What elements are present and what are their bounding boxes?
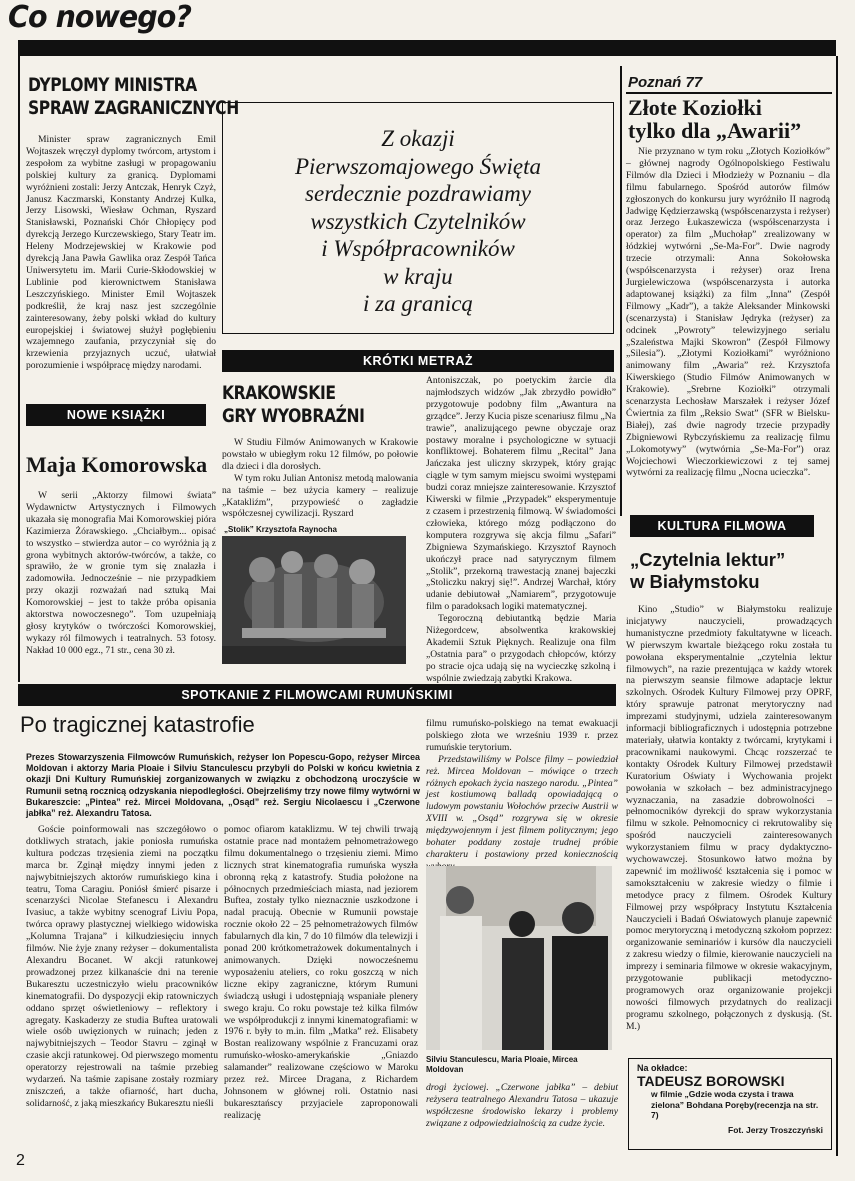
masthead: Co nowego? xyxy=(8,0,191,35)
kultura-body xyxy=(626,604,832,1033)
spotkanie-col-3-a: filmu rumuńsko-polskiego na temat ewakuacji polskiego złota we wrześniu 1939 r. przez rumuńskie terytorium. xyxy=(426,718,618,753)
poznan-body xyxy=(626,146,830,479)
krotki-metraz-heading xyxy=(222,382,422,428)
spotkanie-col-3a xyxy=(426,718,618,873)
cover-credit: Fot. Jerzy Troszczyński xyxy=(728,1124,823,1135)
poznan-text: Nie przyznano w tym roku „Złotych Koziołków” – głównej nagrody Ogólnopolskiego Festiwalu Filmów dla Dzieci i Młodzieży w Poznaniu – dla filmu fabularnego. Spośród autorów filmów zgłoszonych do konkursu jury wyróżniło II nagrodą Jadwigę Kędzierzawską (współscenarzysta i reżyser) oraz Jerzego Łukaszewicza (współscenarzysta i operator) za film „Muchołap” zrealizowany w łódzkiej wytwórni „Se-Ma-For”. Dwie nagrody trzecie otrzymali: Anna Sokołowska (współscenarzysta i reżyser) oraz Irena Jurgielewiczowa (współscenarzysta i autorka adaptowanej książki) za film „Inna” (Zespół Filmowy „Kadr”), a także Aleksander Minkowski (scenarzysta) i Stanisław Jędryka (reżyser) za odcinek „Powroty” telewizyjnego serialu „Szaleństwa Majki Skowron” (Zespół Filmowy „Silesia”). „Złotymi Koziołkami” wyróżniono animowany film „Awaria” reż. Krzysztofa Kiwerskiego (Studio Filmów Animowanych w Krakowie). „Srebrne Koziołki” otrzymali scenarzysta Lechosław Marszałek i reżyser Józef Ćwiertnia za film „Reksio Swat” (SFR w Bielsku-Białej), zaś dwie nagrody trzecie przypadły Zbigniewowi Rybczyńskiemu za realizację filmu „Lokomotywy” (wytwórnia „Se-Ma-For”) oraz Wojciechowi Wieczorkiewiczowi z tej samej wytwórni za realizację filmu „Nocna ucieczka”. xyxy=(626,146,830,479)
greeting-line-5: i Współpracowników xyxy=(321,236,515,261)
cover-label: Na okładce: xyxy=(637,1063,688,1073)
cover-name: TADEUSZ BOROWSKI xyxy=(637,1073,785,1089)
spotkanie-col-1 xyxy=(26,824,218,1110)
dyplomy-title-2: SPRAW ZAGRANICZNYCH xyxy=(28,97,239,119)
nowe-ksiazki-title: Maja Komorowska xyxy=(26,452,208,477)
poznan-title-2: tylko dla „Awarii” xyxy=(628,118,802,143)
spotkanie-title: Po tragicznej katastrofie xyxy=(20,712,255,737)
spotkanie-lead-text: Prezes Stowarzyszenia Filmowców Rumuńskich, reżyser Ion Popescu-Gopo, reżyser Mircea Moldovan i aktorzy Maria Ploaie i Silviu Stanculescu przybyli do Polski w końcu kwietnia z okazji Dni Kultury Rumuńskiej zorganizowanych w związku z obchodzoną uroczyście w Rumunii setną rocznicą odzyskania niepodległości. Obejrzeliśmy trzy nowe filmy wytwórni w Bukareszcie: „Pintea” reż. Mircei Moldovana, „Osąd” reż. Sergiu Nicolaescu i „Czerwone jabłka” reż. Alexandru Tatosa. xyxy=(26,752,420,819)
filmmakers-caption: Silviu Stanculescu, Maria Ploaie, Mircea Moldovan xyxy=(426,1055,578,1074)
greeting-box xyxy=(222,102,614,334)
greeting-line-1: Z okazji xyxy=(381,126,455,151)
cover-desc: w filmie „Gdzie woda czysta i trawa zielona” Bohdana Poręby(recenzja na str. 7) xyxy=(651,1089,819,1120)
stolik-photo xyxy=(222,536,406,664)
cover-note-box xyxy=(628,1058,832,1150)
dyplomy-article xyxy=(28,74,239,120)
krotki-metraz-text-c: Antoniszczak, po poetyckim żarcie dla najmłodszych widzów „Jak zbrzydło powidło” przygotowuje podobny film „Awantura na grządce”. Jerzy Kucia pisze scenariusz filmu „Na trawie”, analizującego pewne obyczaje oraz postawy moralne i psychologiczne w sytuacji konfliktowej. Bohaterem filmu „Recital” Jana Jańczaka jest uliczny skrzypek, który grając ciągle w tym samym miejscu swoimi występami budzi coraz mniejsze zainteresowanie. Krzysztof Kiwerski w filmie „Przypadek” eksperymentuje z czasem i przestrzenią filmową. W świadomości człowieka, którego mózg podłączono do komputera rozgrywa się akcja filmu „Safari” Zbigniewa Szymańskiego. Krzysztof Raynoch ukończył prace nad satyrycznym filmem „Stolik”, przekorną trawestacją znanej bajeczki „Stoliczku nakryj się!”. Andrzej Warchał, który udanie debiutował „Namiarem”, przygotowuje film o paradoksach logiki matematycznej. xyxy=(426,375,616,613)
page-number: 2 xyxy=(16,1152,25,1169)
poznan-kicker: Poznań 77 xyxy=(628,74,703,91)
spotkanie-col-2-text: pomoc ofiarom kataklizmu. W tej chwili trwają ostatnie prace nad montażem pełnometrażowego filmu dokumentalnego o trzęsieniu ziemi. Mimo licznych strat kinematografia rumuńska wyszła obronną ręką z katastrofy. Studia położone na północnych przedmieściach miasta, nad jeziorem Buftea, zostały tylko nieznacznie uszkodzone i nadal pracują. Obecnie w Rumunii powstaje rocznie około 22 – 25 pełnometrażowych filmów fabularnych dla kin, 7 do 10 filmów dla telewizji i ponad 200 krótkometrażowek dokumentalnych i animowanych. Dzięki nowocześnemu wyposażeniu ateliers, co roku goszczą w nich liczne ekipy zagraniczne, którym Rumuni świadczą usługi i udostępniają wspaniałe plenery swego kraju. Co roku powstaje też kilka filmów we współprodukcji z innymi kinematografiami: w 1976 r. były to m.in. film „Matka” reż. Elisabety Bostan realizowany wspólnie z Francuzami oraz rumuńsko-włosko-amerykańskie „Gniazdo salamander” realizowane częściowo w Maroku przez reż. Mircee Dragana, z Richardem Johnsonem w głównej roli. Ostatnio nasi bukaresztańscy przyjaciele zaproponowali realizację xyxy=(224,824,418,1121)
krotki-metraz-text-b: W tym roku Julian Antonisz metodą malowania na taśmie – bez użycia kamery – realizuje „Katakliźm”, przypowieść o zagładzie współczesnej cywilizacji. Ryszard xyxy=(222,472,418,520)
spotkanie-bar: SPOTKANIE Z FILMOWCAMI RUMUŃSKIMI xyxy=(18,684,616,706)
spotkanie-col-2 xyxy=(224,824,418,1122)
dyplomy-body xyxy=(26,134,216,372)
krotki-metraz-body-left xyxy=(222,437,418,520)
kultura-text: Kino „Studio” w Białymstoku realizuje inicjatywy nauczycieli, prowadzących humanistyczne przedmioty fakultatywne w liceach. W pierwszym kwartale bieżącego roku została tu powołana eksperymentalnie „czytelnia lektur filmowych”, na razie prezentująca w każdy wtorek na pierwszym seansie filmowe adaptacje lektur szkolnych. Ośrodek Kultury Filmowej przy OPRF, który sprawuje patronat merytoryczny nad imprezami studyjnymi, udziela zainteresowanym informacji bibliograficznych i udostępnia potrzebne materiały, ułatwia kontakty z twórcami, krytykami i pracownikami naukowymi. Chcąc rozszerzać te kontakty Ośrodek Kultury Filmowej przedstawił Kuratorium Oświaty i Wychowania projekt powołania w szkołach – bez administracyjnego wyznaczania, na zasadzie dobrowolności – pełnomocników dyrekcji do spraw wykorzystania filmu w szkole. Pełnomocnicy ci rekrutowaliby się spośród nauczycieli zainteresowanych wykorzystaniem filmu w pracy dydaktyczno-wychowawczej. Stosunkowo łatwo można by zapewnić im możliwość kształcenia się i pomoc w samokształceniu w zakresie wiedzy o filmie i metodyce pracy z filmem. Ośrodek Kultury Filmowej przy współpracy Instytutu Kształcenia Nauczycieli i Badań Oświatowych planuje zapewnić pomoc merytoryczną i metodyczną szkołom poprzez: organizowanie seminariów i kursów dla nauczycieli z zakresu wiedzy o filmie, kierowanie nauczycieli na imprezy i seminaria filmowe w okresie wakacyjnym, przygotowanie publikacji metodyczno-programowych oraz organizowanie projekcji nowości filmowych przydatnych do realizacji programu szkolnego, połączonych z dyskusją. (St. M.) xyxy=(626,604,832,1032)
poznan-title-1: Złote Koziołki xyxy=(628,95,762,120)
spotkanie-col-3-b: Przedstawiliśmy w Polsce filmy – powiedział reż. Mircea Moldovan – mówiące o trzech różnych epokach życia naszego narodu. „Pintea” jest kostiumową balladą opowiadającą o ludowym powstaniu Wołochów przeciw Austrii w XVIII w. „Osąd” rozgrywa się w okresie międzywojennym i jest filmem politycznym; jego bohater poddany zostaje trudnej próbie charakteru i postawiony przed koniecznością xyxy=(426,753,618,860)
krotki-metraz-title-1: KRAKOWSKIE xyxy=(222,382,336,404)
kultura-title xyxy=(630,549,785,593)
spotkanie-lead xyxy=(26,752,420,819)
kultura-title-1: „Czytelnia lektur” xyxy=(630,549,786,570)
greeting-line-6: w kraju xyxy=(383,263,453,289)
column-rule-left xyxy=(18,56,20,682)
column-rule-mid xyxy=(620,66,622,516)
greeting-line-4: wszystkich Czytelników xyxy=(310,208,526,234)
filmmakers-photo xyxy=(426,866,612,1050)
top-rule-bar xyxy=(18,40,836,56)
krotki-metraz-body-right xyxy=(426,375,616,685)
stolik-illustration xyxy=(222,536,406,664)
spotkanie-col-1-text: Goście poinformowali nas szczegółowo o dotkliwych stratach, jakie poniosła rumuńska kultura podczas trzęsienia ziemi na początku marca br. Zginął między innymi jeden z najwybitniejszych aktorów rumuńskiego kina i teatru, Toma Caragiu. Poniósł śmierć pisarze i scenarzyści Nicolae Stefanescu i Alexandru Ivasiuc, a także wybitny scenograf Liviu Popa, twórca oprawy plastycznej wielkiego widowiska „Kolumna Trajana” i kilkudziesięciu innych filmów. Nie żyje znany reżyser – dokumentalista Alexandru Bocanet. W akcji ratunkowej prowadzonej przez kilkanaście dni na terenie Bukaresztu uczestniczyło wielu pracowników kinematografii. Do dyspozycji ekip ratowniczych oddano sprzęt oświetleniowy – reflektory i agregaty. Kaskaderzy ze studia Buftea uratowali wiele osób uwięzionych w ruinach; jeden z najwybitniejszych – Teodor Stavru – zginął w czasie akcji ratunkowej. Od pierwszego momentu operatorzy rejestrowali na taśmie przebieg wydarzeń. Na taśmie zapisane zostały rozmiary zniszczeń, a także ofiarność, hart ducha, solidarność, z jaką mieszkańcy Bukaresztu nieśli xyxy=(26,824,218,1109)
nowe-ksiazki-text: W serii „Aktorzy filmowi świata” Wydawnictw Artystycznych i Filmowych ukazała się monografia Mai Komorowskiej pióra Kazimierza Żórawskiego. „Chciałbym... opisać to wszystko – stwierdza autor – co wyróżnia ją z grona wybitnych aktorów-twórców, a także, co sprawiło, że w gronie tym się znalazła i zadomowiła. Jednocześnie – nie przypadkiem przy okazji rozważań nad sztuką Mai Komorowskiej – jest to także próba opisania aktorstwa nowoczesnego”. Tom uzupełniają głosy krytyków o twórczości Komorowskiej, wykazy ról filmowych i teatralnych. 53 fotosy. Nakład 10 000 egz., 71 str., cena 30 zł. xyxy=(26,490,216,656)
poznan-title xyxy=(628,96,801,142)
greeting-line-7: i za granicą xyxy=(363,291,473,316)
kultura-title-2: w Białymstoku xyxy=(630,571,760,592)
kultura-filmowa-bar: KULTURA FILMOWA xyxy=(630,515,814,537)
dyplomy-title-1: DYPLOMY MINISTRA xyxy=(28,74,197,96)
krotki-metraz-title-2: GRY WYOBRAŹNI xyxy=(222,405,365,427)
stolik-caption: „Stolik” Krzysztofa Raynocha xyxy=(224,525,337,534)
krotki-metraz-text-a: W Studiu Filmów Animowanych w Krakowie powstało w ubiegłym roku 12 filmów, po połowie dla dzieci i dla dorosłych. xyxy=(222,437,418,472)
greeting-line-3: serdecznie pozdrawiamy xyxy=(305,181,531,206)
poznan-kicker-rule xyxy=(626,92,832,94)
nowe-ksiazki-bar: NOWE KSIĄŻKI xyxy=(26,404,206,426)
spotkanie-col-3-c: drogi życiowej. „Czerwone jabłka” – debiut reżysera teatralnego Alexandru Tatosa – ukazuje współczesne środowisko lekarzy i problemy związane z odpowiedzialnością za cudze życie. xyxy=(426,1082,618,1129)
nowe-ksiazki-body xyxy=(26,490,216,657)
krotki-metraz-bar: KRÓTKI METRAŻ xyxy=(222,350,614,372)
krotki-metraz-text-d: Tegoroczną debiutantką będzie Maria Niżegordcew, absolwentka krakowskiej Akademii Sztuk Pięknych. Realizuje ona film „Ostatnia para” o przygodach chłopców, którzy po stracie ojca udają się na wycieczkę szkolną i wspólnie zwiedzają zabytki Krakowa. xyxy=(426,613,616,684)
greeting-line-2: Pierwszomajowego Święta xyxy=(295,153,541,179)
spotkanie-col-3c xyxy=(426,1082,618,1130)
column-rule-right xyxy=(836,56,838,1156)
filmmakers-illustration xyxy=(426,866,612,1050)
dyplomy-text: Minister spraw zagranicznych Emil Wojtaszek wręczył dyplomy twórcom, artystom i zespołom za wybitne zasługi w propagowaniu polskiej kultury za granicą. Dyplomami wyróżnieni zostali: Jerzy Antczak, Henryk Czyż, Janusz Kaczmarski, Konstanty Andrzej Kulka, Jerzy Lisowski, Wiesław Ochman, Ryszard Stanisławski, Poznański Chór Chłopięcy pod dyrekcją Jerzego Kurczewskiego, Stary Teatr im. Heleny Modrzejewskiej w Krakowie pod dyrekcją Jana Pawła Gawlika oraz Zespół Tańca Uniwersytetu im. Marii Curie-Skłodowskiej w Lublinie pod kierownictwem Stanisława Leszczyńskiego. Minister Emil Wojtaszek podkreślił, że kraj nasz jest szczególnie zainteresowany, żeby polski wkład do kultury europejskiej i światowej służył pogłębieniu wzajemnego zaufania, przyczyniał się do krzewienia przyjaznych uczuć, ułatwiał porozumienie i współpracę między narodami. xyxy=(26,134,216,372)
